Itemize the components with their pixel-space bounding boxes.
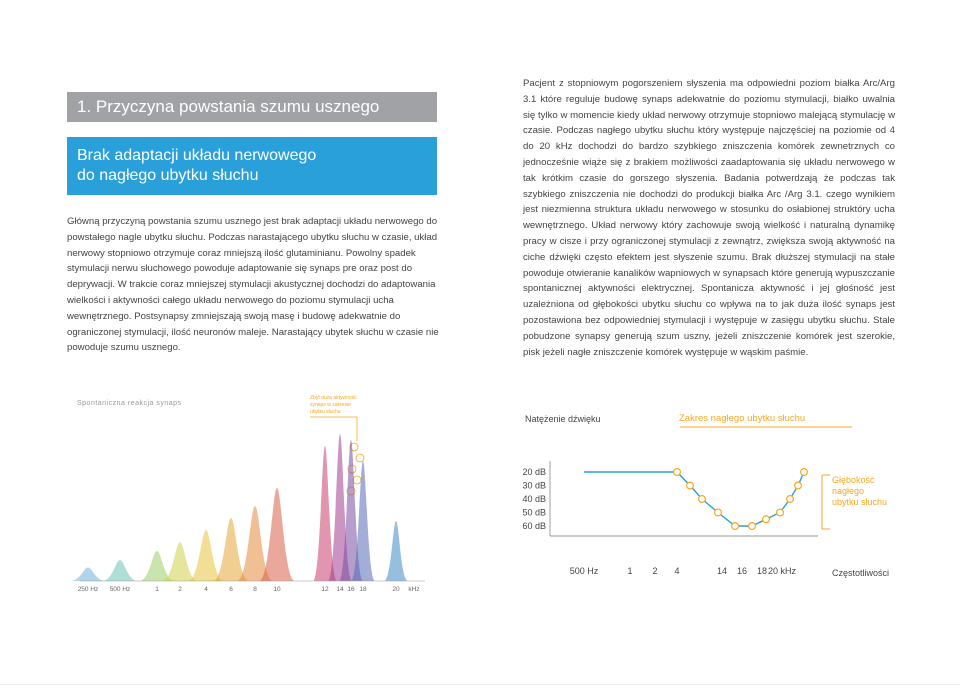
chart2-x-label: 20 kHz	[767, 566, 797, 576]
chart1-annotation	[310, 395, 357, 415]
curve-point	[674, 469, 681, 476]
chart2-y-label: 30 dB	[522, 480, 546, 491]
chart1-annotation-line: ubytku słuchu	[310, 409, 341, 415]
right-paragraph-text: Pacjent z stopniowym pogorszeniem słyszenia ma odpowiedni poziom białka Arc/Arg 3.1 które reguluje budowę synaps adekwatnie do poziomu stymulacji, białko uwalnia się tylko w momencie kiedy układ nerwowy otrzymuje stopniowo malejącą stymulację w czasie. Podczas nagłego ubytku słuchu który występuje najczęściej na poziomie od 4 do 20 kHz dochodzi do bardzo szybkiego zniszczenia komórek zewnetrznych co jednocześnie wiąże się z brakiem możliwości zaadaptowania się układu nerwowego w tak krótkim czasie do gorszego słyszenia. Badania potwerdzają że podczas tak szybkiego zniszczenia nie dochodzi do produkcji białka Arc /Arg 3.1. czego wynikiem jest niezmienna struktura układu nerwowego w stosunku do osłabionej struktóry ucha wewnętrznego. Układ nerwowy który zachowuje swoją wielkość i naturalną dynamikę pracy w cisze i przy ograniczonej stymulacji z zewnątrz, zwiększa swoją aktywność na ciche dźwięki często efektem jest słyszenie szumu. Brak dłuższej stymulacji na stałe powoduje otwieranie kanalików wapniowych w synapsach które generują wypuszczanie spontanicznej aktywności elektrycznej. Spontanicza aktywność i jej głośność jest uzależniona od głębokości ubytku słuchu co wpływa na to jak duża ilość synaps jest pozostawiona bez odpowiedniej stymulacji i występuje w zasięgu ubytku słuchu. Stale pobudzone synapsy generują szum uszny, jeżeli zniszczenie komórek jest szerokie, pisk jeżeli nagłe zniszczenie komórek występuje w wąskim paśmie.	[523, 78, 895, 358]
chart2-y-label: 50 dB	[522, 507, 546, 518]
curve-point	[699, 496, 706, 503]
subtitle-box	[67, 137, 437, 195]
depth-label-line: Głębokość	[832, 475, 875, 485]
curve-point	[787, 496, 794, 503]
depth-label-line: nagłego	[832, 486, 865, 496]
activity-peak	[70, 568, 106, 582]
subtitle-line-2: do nagłego ubytku słuchu	[77, 167, 259, 184]
chart2-y-label: 20 dB	[522, 467, 546, 477]
chart1-annotation-line: synaps w zakresie	[310, 402, 351, 408]
chart1-tick-label: 8	[253, 586, 257, 593]
left-paragraph-text: Główną przyczyną powstania szumu usznego jest brak adaptacji układu nerwowego do powstałego nagle ubytku słuchu. Podczas narastającego ubytku słuchu w czasie, układ nerwowy stopniowo otrzymuje coraz mniejszą ilość glutaminianu. Powolny spadek stymulacji nerwu słuchowego powoduje adaptowanie się synaps pre oraz post do deprywacji. W trakcie coraz mniejszej stymulacji akustycznej dochodzi do adaptowania wielkości i aktywności całego układu nerwowego do poziomu stymulacji ucha wewnętrznego. Postsynapsy zmniejszają swoją masę i budowę adekwatnie do ograniczonej stymulacji, ilość neuronów maleje. Narastający ubytek słuchu w czasie nie powoduje szumu usznego.	[67, 216, 439, 354]
chart2-x-label: 18	[756, 566, 768, 576]
chart2-x-label: 2	[652, 566, 658, 576]
page-divider	[0, 684, 960, 685]
chart1-tick-label: 20	[392, 586, 400, 593]
chart1-tick-label: 500 Hz	[109, 586, 131, 593]
chart1-tick-label: 10	[273, 586, 281, 593]
chart1-tick-label: 16	[347, 586, 355, 593]
chart2-xlabel: Częstotliwości	[832, 568, 890, 578]
leader-dot	[353, 476, 361, 484]
curve-point	[687, 482, 694, 489]
chart1-tick-label: 14	[336, 586, 344, 593]
subtitle-line-1: Brak adaptacji układu nerwowego	[77, 147, 317, 164]
chart2-y-label: 40 dB	[522, 494, 546, 504]
chart1-tick-label: kHz	[408, 586, 420, 593]
left-paragraph	[67, 214, 439, 356]
curve-point	[777, 509, 784, 516]
curve-point	[763, 516, 770, 523]
depth-label-line: ubytku słuchu	[832, 497, 888, 507]
activity-peak	[102, 560, 138, 581]
section-title: 1. Przyczyna powstania szumu usznego	[67, 92, 437, 122]
chart1-annotation-line: Zbyt duża aktywność	[310, 395, 357, 401]
chart1-tick-label: 18	[359, 586, 367, 593]
activity-peak	[188, 530, 224, 581]
chart1-tick-label: 1	[155, 586, 159, 593]
chart2-x-label: 14	[716, 566, 728, 576]
right-paragraph	[523, 76, 895, 360]
chart1-tick-label: 250 Hz	[77, 586, 99, 593]
curve-point	[715, 509, 722, 516]
curve-point	[795, 482, 802, 489]
chart1-tick-label: 4	[204, 586, 208, 593]
activity-peak	[384, 521, 408, 581]
chart2-x-label: 4	[674, 566, 680, 576]
chart2-y-label: 60 dB	[522, 521, 546, 531]
chart2-title: Natężenie dźwięku	[525, 414, 601, 424]
curve-point	[801, 469, 808, 476]
hearing-curve	[584, 472, 804, 526]
chart2-range-label: Zakres nagłego ubytku słuchu	[679, 413, 806, 424]
chart1-tick-label: 2	[178, 586, 182, 593]
chart1-tick-label: 6	[229, 586, 233, 593]
synapse-activity-chart	[60, 385, 450, 600]
chart2-x-label: 500 Hz	[569, 566, 599, 576]
chart2-x-label: 16	[736, 566, 748, 576]
chart2-x-label: 1	[627, 566, 633, 576]
curve-point	[749, 523, 756, 530]
chart1-title: Spontaniczna reakcja synaps	[77, 400, 182, 407]
hearing-loss-chart	[490, 395, 910, 595]
leader-dot	[356, 454, 364, 462]
curve-point	[732, 523, 739, 530]
chart1-tick-label: 12	[321, 586, 329, 593]
